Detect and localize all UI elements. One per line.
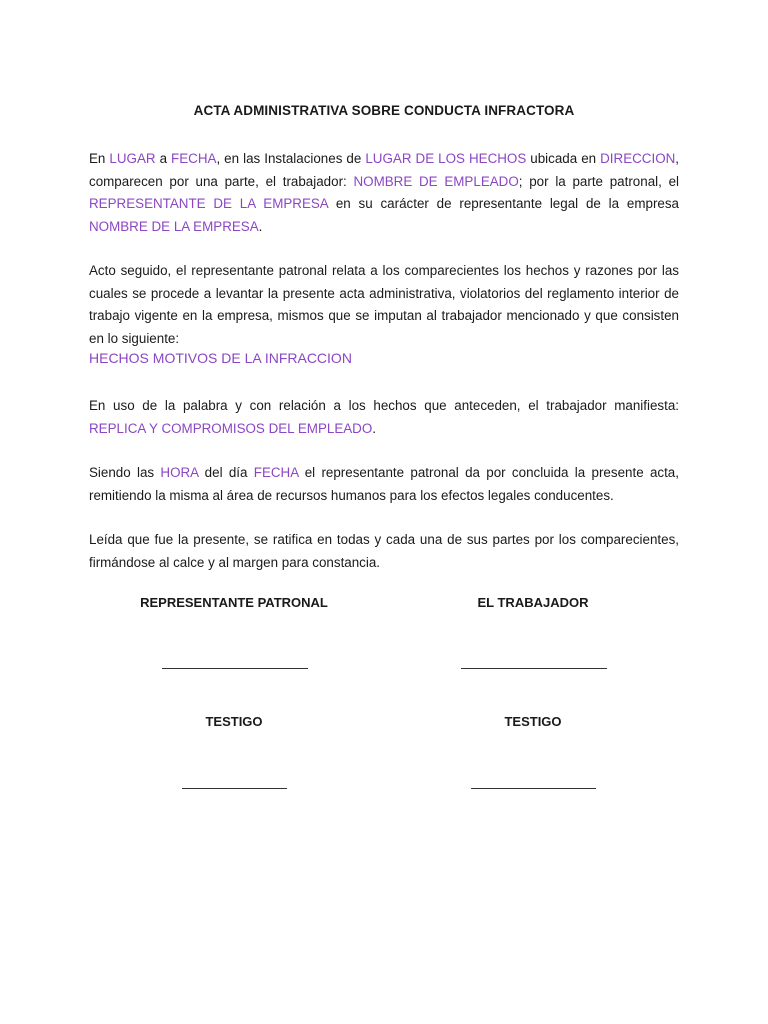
witness-left-label: TESTIGO: [205, 714, 263, 729]
placeholder-field: REPLICA Y COMPROMISOS DEL EMPLEADO: [89, 420, 373, 436]
paragraph-opening: [89, 148, 679, 238]
witness-right-signature-line: [471, 788, 596, 789]
witness-right-label: TESTIGO: [504, 714, 562, 729]
paragraph-text: En uso de la palabra y con relación a los hechos que anteceden, el trabajador manifiesta:: [89, 398, 679, 413]
paragraph-text: , en las Instalaciones de: [216, 151, 366, 166]
paragraph-closing: [89, 462, 679, 507]
paragraph-ratification: Leída que fue la presente, se ratifica en todas y cada una de sus partes por los comparecientes, firmándose al calce y al margen para constancia.: [89, 532, 679, 570]
placeholder-field: REPRESENTANTE DE LA EMPRESA: [89, 196, 328, 211]
paragraph-text: ; por la parte patronal, el: [518, 173, 680, 189]
placeholder-field: FECHA: [171, 151, 217, 166]
paragraph-text: En: [89, 151, 110, 166]
placeholder-field: LUGAR: [109, 151, 156, 166]
employer-signature-line: [162, 668, 308, 669]
placeholder-field: NOMBRE DE LA EMPRESA: [89, 218, 259, 234]
placeholder-field: DIRECCION: [600, 151, 676, 166]
paragraph-text: .: [258, 218, 263, 234]
paragraph-text: , comparecen por una parte, el trabajador:: [89, 151, 680, 189]
paragraph-text: ubicada en: [526, 151, 601, 166]
worker-signature-line: [461, 668, 607, 669]
placeholder-field: FECHA: [253, 465, 299, 480]
paragraph-text: .: [372, 420, 377, 436]
employer-signature-label: REPRESENTANTE PATRONAL: [140, 595, 328, 610]
facts-placeholder: HECHOS MOTIVOS DE LA INFRACCION: [89, 350, 352, 366]
paragraph-text: Siendo las: [89, 465, 161, 480]
paragraph-worker-reply: [89, 395, 679, 440]
placeholder-field: HORA: [160, 465, 199, 480]
paragraph-text: en su carácter de representante legal de la empresa: [328, 196, 679, 211]
paragraph-text: del día: [198, 465, 254, 480]
worker-signature-label: EL TRABAJADOR: [477, 595, 589, 610]
paragraph-facts-intro: Acto seguido, el representante patronal relata a los comparecientes los hechos y razones por las cuales se procede a levantar la presente acta administrativa, violatorios del reglamento interior de trabajo vigente en la empresa, mismos que se imputan al trabajador mencionado y que consisten en lo siguiente:: [89, 263, 679, 346]
placeholder-field: LUGAR DE LOS HECHOS: [365, 151, 527, 166]
witness-left-signature-line: [182, 788, 287, 789]
paragraph-text: el representante patronal da por concluida la presente acta, remitiendo la misma al área de recursos humanos para los efectos legales conducentes.: [89, 465, 679, 503]
document-title: ACTA ADMINISTRATIVA SOBRE CONDUCTA INFRACTORA: [193, 103, 575, 118]
placeholder-field: NOMBRE DE EMPLEADO: [353, 173, 519, 189]
paragraph-text: a: [155, 151, 172, 166]
